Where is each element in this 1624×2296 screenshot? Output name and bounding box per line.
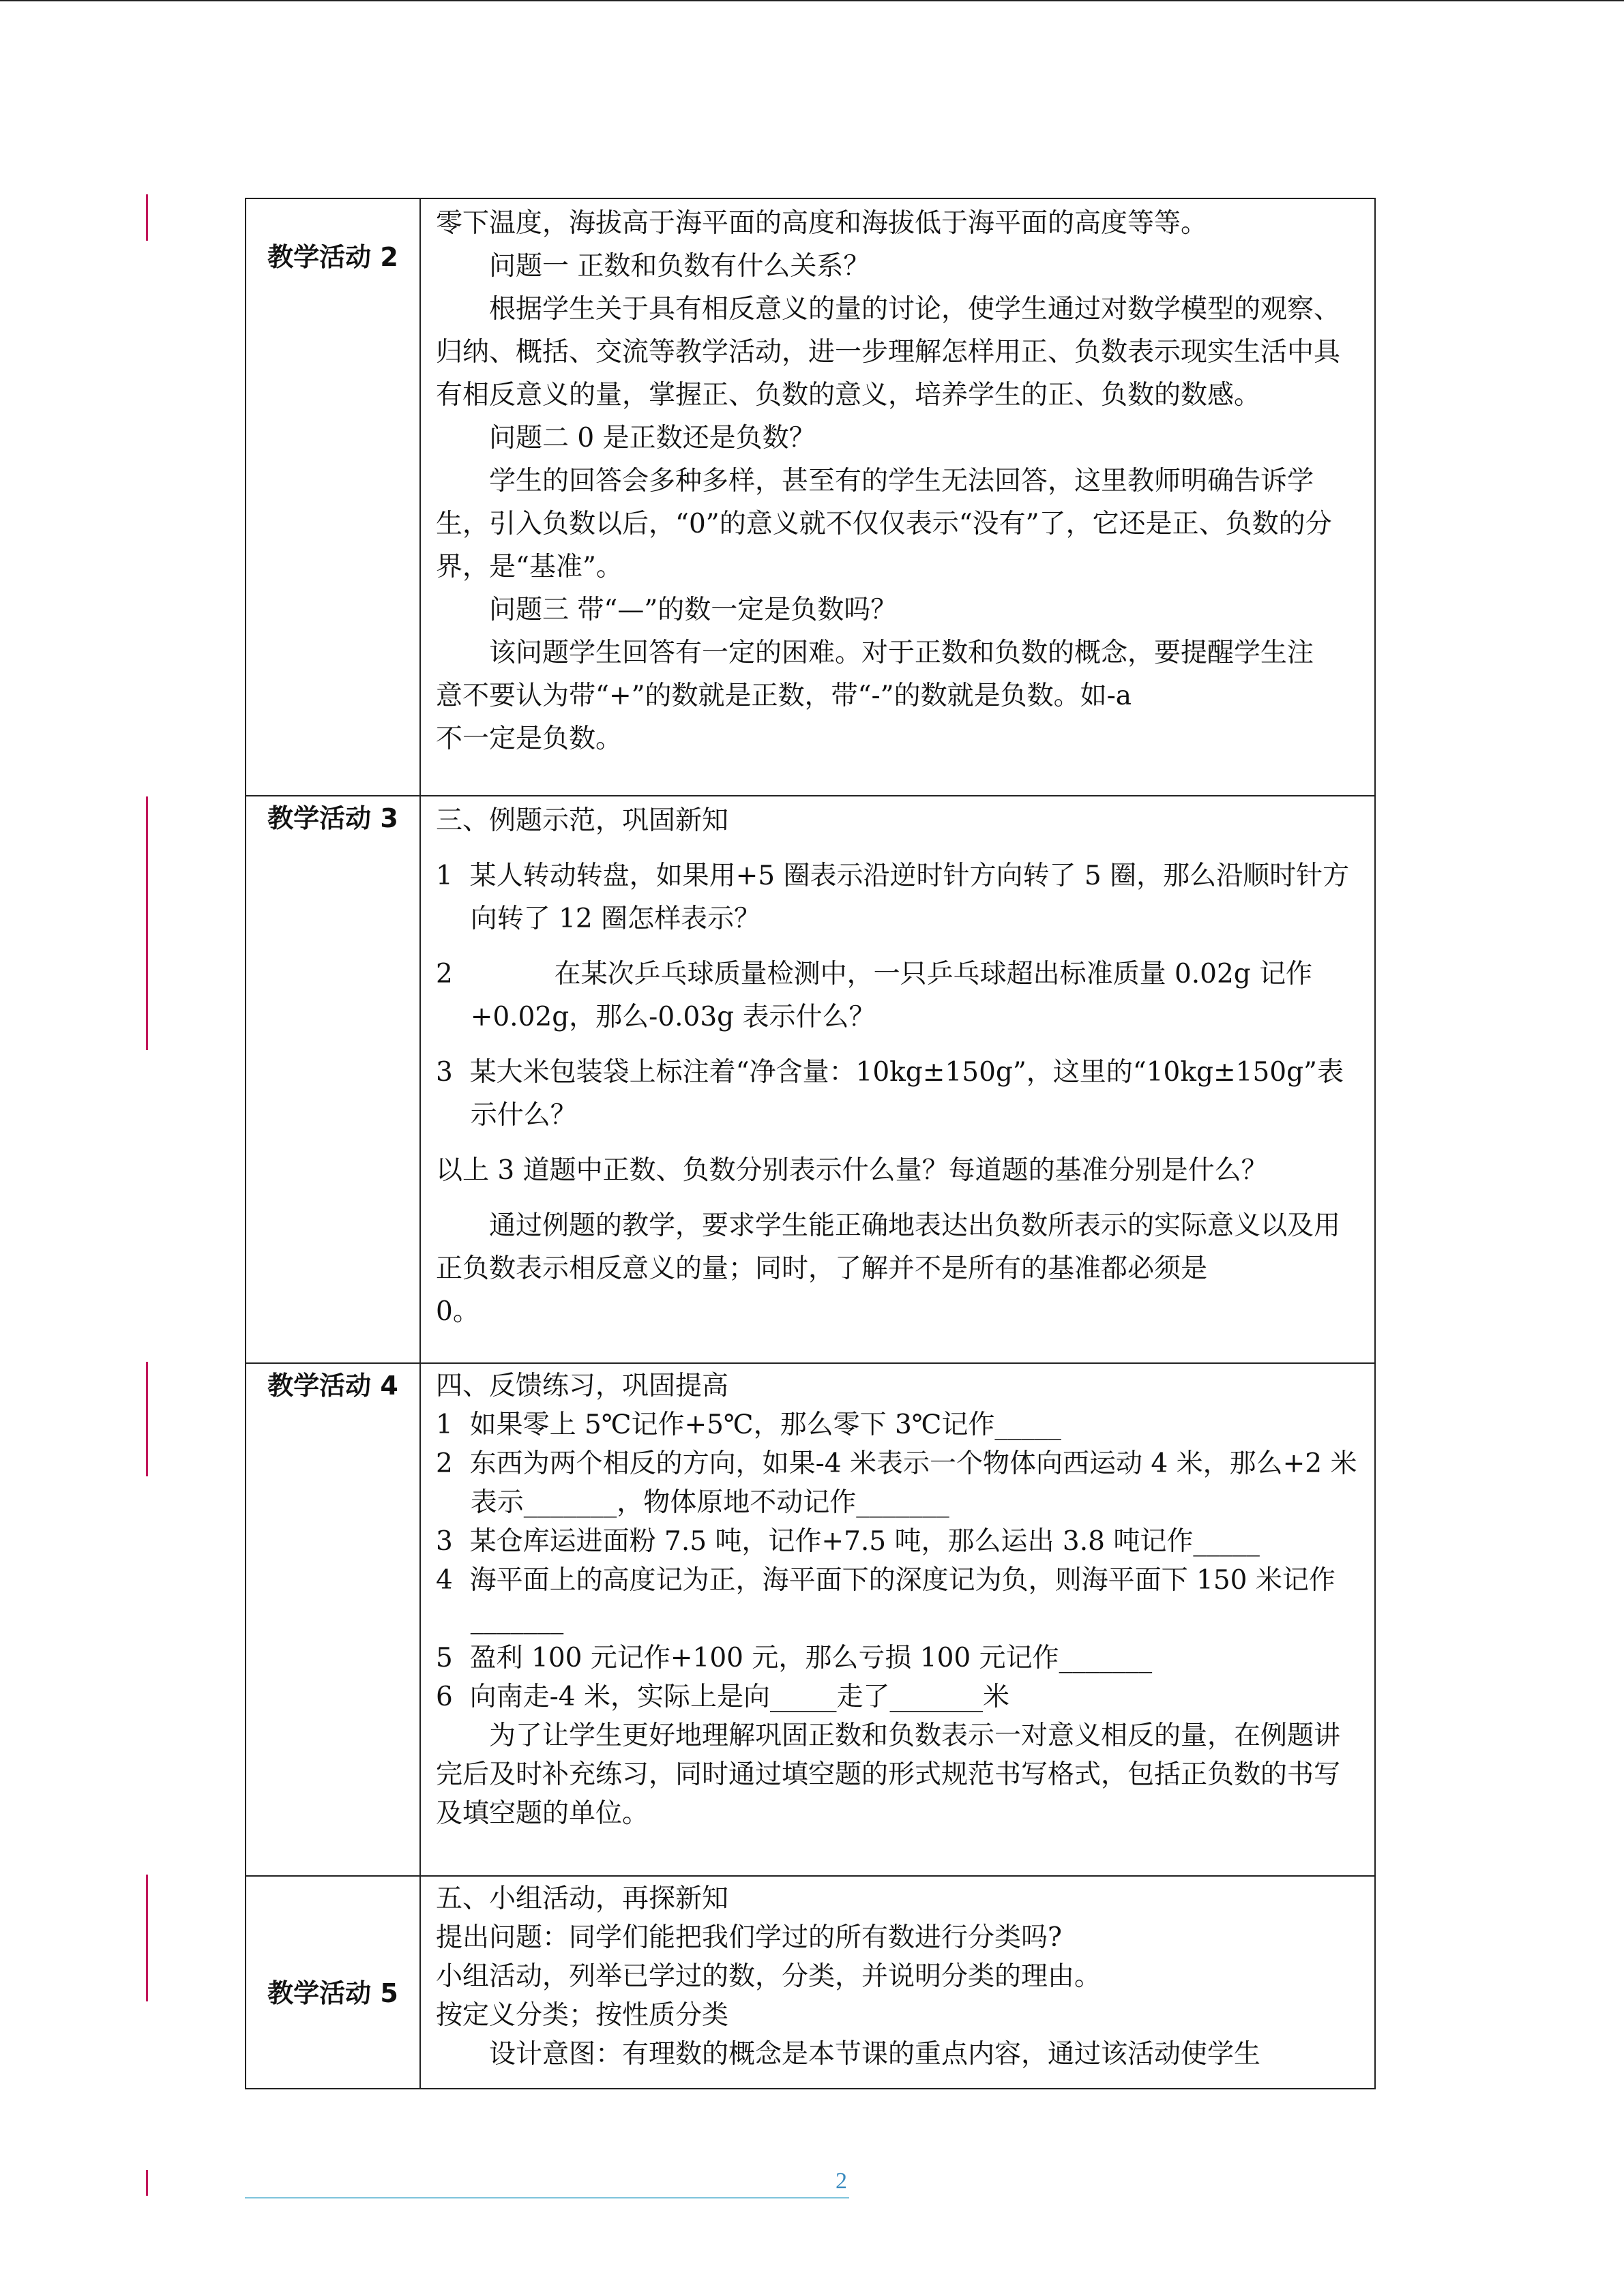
row-label: 教学活动 4	[246, 1363, 420, 1876]
revision-mark	[146, 1362, 148, 1476]
revision-mark	[146, 2170, 148, 2196]
paragraph: 通过例题的教学，要求学生能正确地表达出负数所表示的实际意义以及用正负数表示相反意义的量；同时，了解并不是所有的基准都必须是	[436, 1210, 1341, 1284]
paragraph: 不一定是负数。	[436, 724, 623, 754]
row-content	[420, 796, 1375, 1363]
paragraph: 提出问题：同学们能把我们学过的所有数进行分类吗?	[436, 1922, 1062, 1953]
row-content	[420, 1876, 1375, 2089]
table-row	[246, 198, 1375, 796]
section-heading: 三、例题示范，巩固新知	[436, 805, 729, 836]
row-content	[420, 198, 1375, 796]
row-content	[420, 1363, 1375, 1876]
paragraph: 0。	[436, 1296, 479, 1327]
row-label: 教学活动 2	[246, 198, 420, 796]
revision-mark	[146, 796, 148, 1050]
section-heading: 四、反馈练习，巩固提高	[436, 1371, 729, 1401]
example-item: 1 某人转动转盘，如果用+5 圈表示沿逆时针方向转了 5 圈，那么沿顺时针方向转了 12 圈怎样表示？	[436, 861, 1350, 934]
paragraph: 设计意图：有理数的概念是本节课的重点内容，通过该活动使学生	[489, 2039, 1261, 2070]
page-footer	[245, 2168, 849, 2198]
top-border-line	[0, 0, 1624, 1]
paragraph: 按定义分类；按性质分类	[436, 2000, 729, 2031]
question-heading: 问题二 0 是正数还是负数？	[489, 423, 816, 453]
exercise-item: 4 海平面上的高度记为正，海平面下的深度记为负，则海平面下 150 米记作_______	[436, 1565, 1335, 1635]
paragraph: 以上 3 道题中正数、负数分别表示什么量？每道题的基准分别是什么？	[436, 1155, 1268, 1186]
paragraph: 该问题学生回答有一定的困难。对于正数和负数的概念，要提醒学生注意不要认为带“+”的数就是正数，带“-”的数就是负数。如-a	[436, 638, 1314, 711]
example-item: 3 某大米包装袋上标注着“净含量：10kg±150g”，这里的“10kg±150g”表示什么？	[436, 1057, 1344, 1131]
table-row	[246, 1876, 1375, 2089]
question-heading: 问题一 正数和负数有什么关系？	[489, 251, 870, 282]
paragraph: 学生的回答会多种多样，甚至有的学生无法回答，这里教师明确告诉学生，引入负数以后，“0”的意义就不仅仅表示“没有”了，它还是正、负数的分界，是“基准”。	[436, 466, 1332, 582]
paragraph: 为了让学生更好地理解巩固正数和负数表示一对意义相反的量，在例题讲完后及时补充练习，同时通过填空题的形式规范书写格式，包括正负数的书写及填空题的单位。	[436, 1720, 1341, 1829]
revision-mark	[146, 1875, 148, 2001]
paragraph: 零下温度，海拔高于海平面的高度和海拔低于海平面的高度等等。	[436, 208, 1208, 239]
section-heading: 五、小组活动，再探新知	[436, 1883, 729, 1914]
exercise-item: 5 盈利 100 元记作+100 元，那么亏损 100 元记作_______	[436, 1643, 1153, 1673]
example-item: 2 在某次乒乓球质量检测中，一只乒乓球超出标准质量 0.02g 记作+0.02g，那么-0.03g 表示什么？	[436, 959, 1313, 1032]
table-row	[246, 796, 1375, 1363]
lesson-plan-table	[245, 198, 1376, 2089]
question-heading: 问题三 带“—”的数一定是负数吗？	[489, 595, 898, 625]
paragraph: 根据学生关于具有相反意义的量的讨论，使学生通过对数学模型的观察、归纳、概括、交流等教学活动，进一步理解怎样用正、负数表示现实生活中具有相反意义的量，掌握正、负数的意义，培养学生的正、负数的数感。	[436, 294, 1341, 411]
row-label: 教学活动 5	[246, 1876, 420, 2089]
exercise-item: 2 东西为两个相反的方向，如果-4 米表示一个物体向西运动 4 米，那么+2 米表示_______，物体原地不动记作_______	[436, 1448, 1357, 1518]
exercise-item: 6 向南走-4 米，实际上是向_____走了_______米	[436, 1682, 1009, 1712]
paragraph: 小组活动，列举已学过的数，分类，并说明分类的理由。	[436, 1961, 1102, 1992]
page-number: 2	[836, 2168, 847, 2194]
row-label: 教学活动 3	[246, 796, 420, 1363]
exercise-item: 3 某仓库运进面粉 7.5 吨，记作+7.5 吨，那么运出 3.8 吨记作_____	[436, 1526, 1260, 1557]
table-row	[246, 1363, 1375, 1876]
revision-mark	[146, 194, 148, 241]
exercise-item: 1 如果零上 5℃记作+5℃，那么零下 3℃记作_____	[436, 1410, 1061, 1440]
